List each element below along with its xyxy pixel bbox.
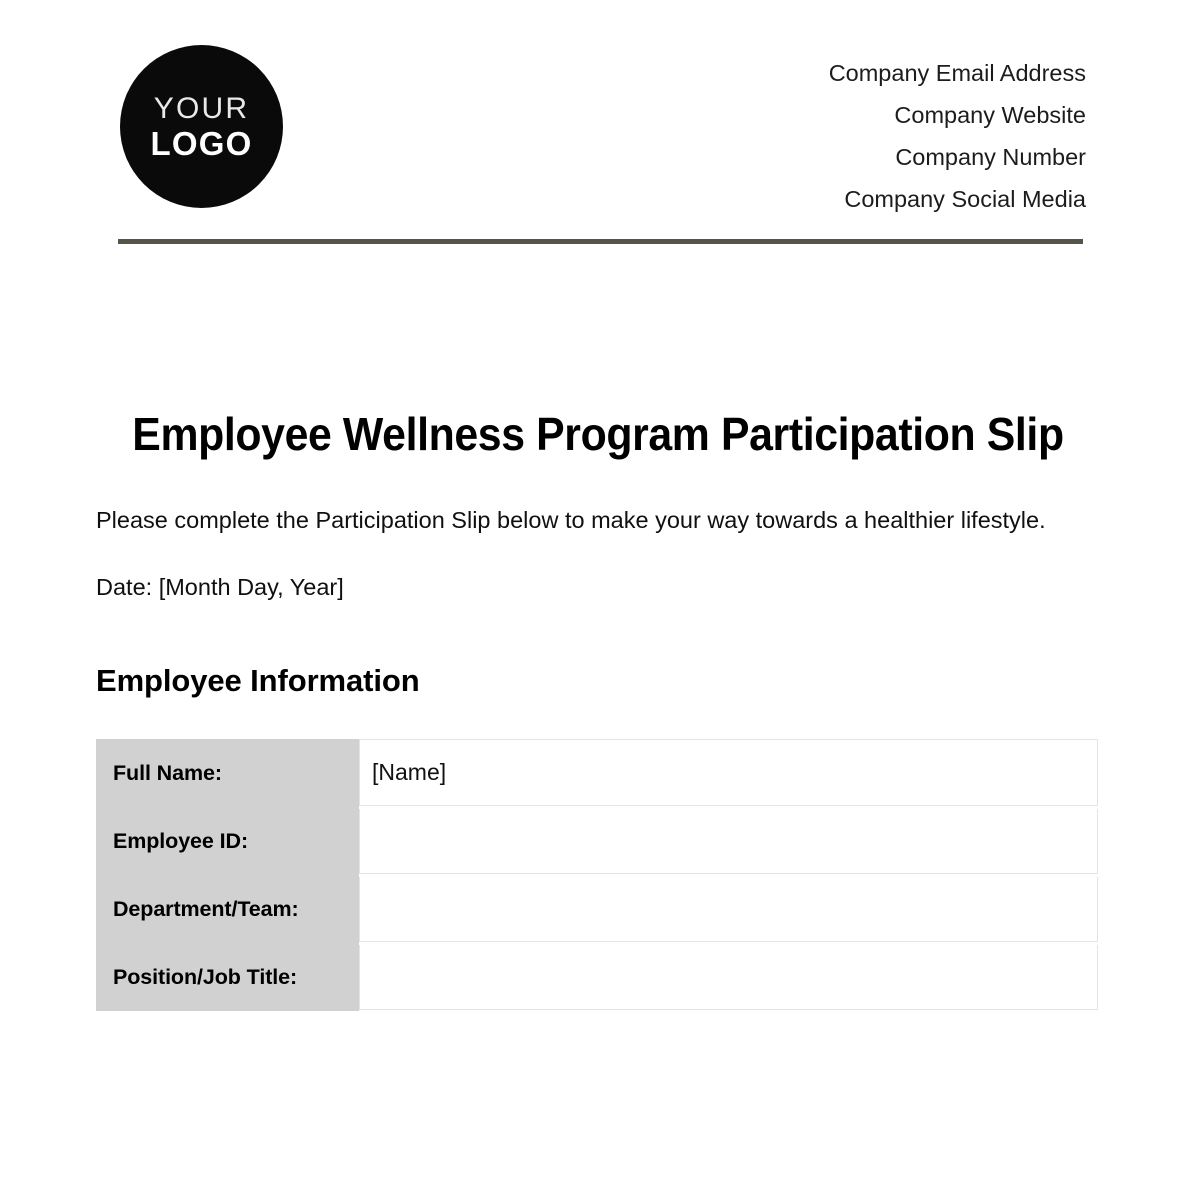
table-row xyxy=(96,807,1098,875)
company-logo xyxy=(120,45,283,208)
table-row xyxy=(96,943,1098,1011)
contact-social-media: Company Social Media xyxy=(844,186,1086,212)
contact-email-address: Company Email Address xyxy=(828,60,1086,86)
employee-information-table xyxy=(96,739,1098,1011)
row-value-employee-id[interactable] xyxy=(359,809,1098,874)
logo-text-your: YOUR xyxy=(153,91,250,125)
logo-text-logo: LOGO xyxy=(150,124,253,162)
contact-number: Company Number xyxy=(895,144,1086,170)
row-label-full-name: Full Name: xyxy=(96,739,359,807)
row-value-full-name[interactable]: [Name] xyxy=(359,739,1098,806)
header-divider xyxy=(118,239,1083,244)
page-title: Employee Wellness Program Participation Slip xyxy=(132,408,1064,460)
row-value-position-job-title[interactable] xyxy=(359,945,1098,1010)
company-contact-block xyxy=(829,52,1086,220)
row-label-position-job-title: Position/Job Title: xyxy=(96,943,359,1011)
section-heading-employee-information: Employee Information xyxy=(96,663,420,699)
table-row xyxy=(96,875,1098,943)
table-row xyxy=(96,739,1098,807)
row-value-department-team[interactable] xyxy=(359,877,1098,942)
document-body xyxy=(96,406,1100,1011)
intro-paragraph: Please complete the Participation Slip below to make your way towards a healthier lifestyle. xyxy=(96,507,1046,534)
row-label-department-team: Department/Team: xyxy=(96,875,359,943)
date-line: Date: [Month Day, Year] xyxy=(96,574,344,601)
document-header xyxy=(0,0,1200,260)
contact-website: Company Website xyxy=(894,102,1086,128)
row-label-employee-id: Employee ID: xyxy=(96,807,359,875)
